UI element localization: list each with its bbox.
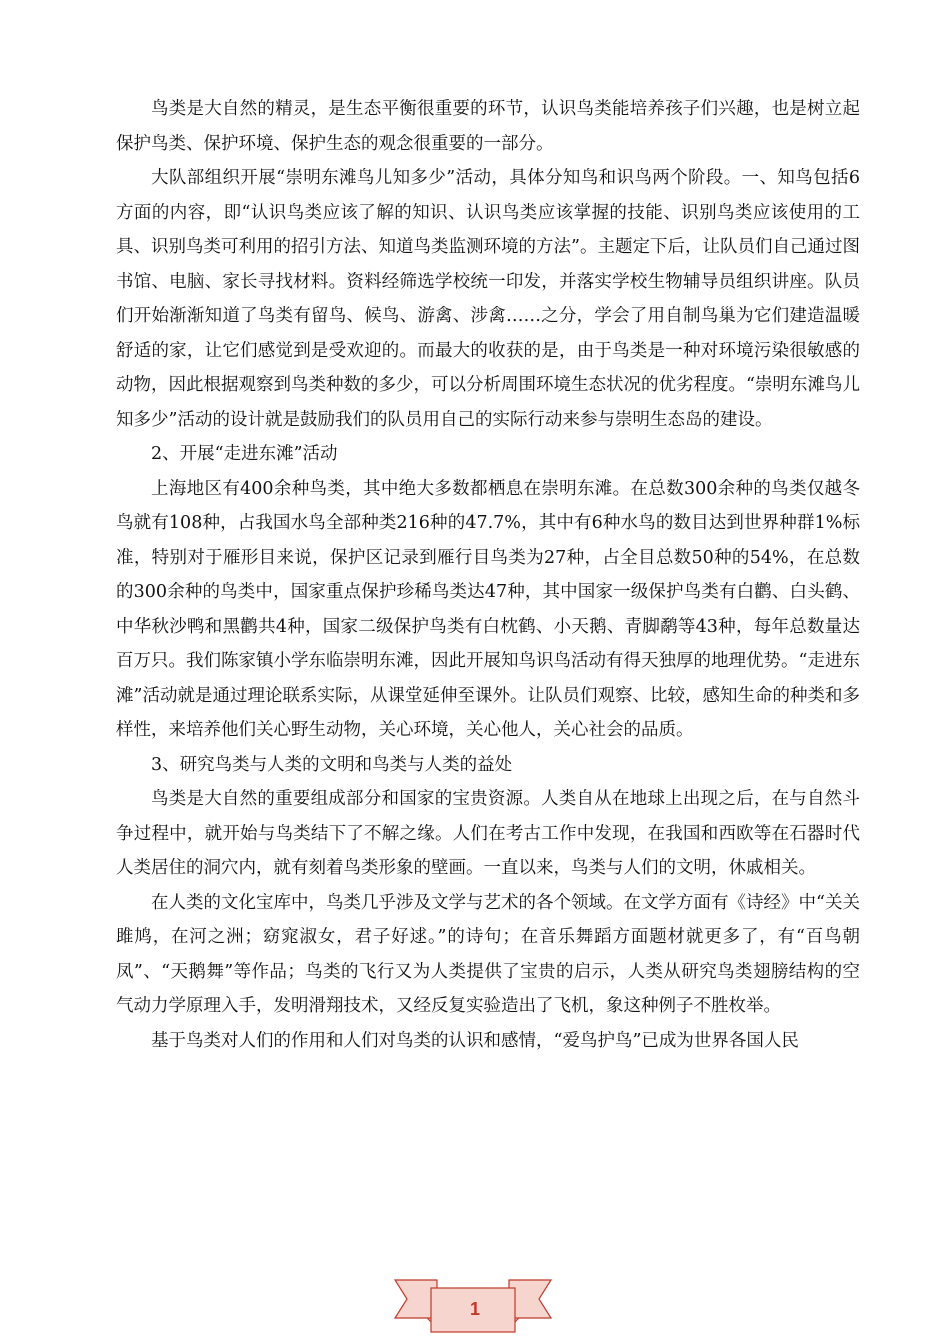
paragraph-intro: 鸟类是大自然的精灵，是生态平衡很重要的环节，认识鸟类能培养孩子们兴趣，也是树立起保护鸟类、保护环境、保护生态的观念很重要的一部分。 <box>116 99 860 154</box>
paragraph-birds-in-culture: 在人类的文化宝库中，鸟类几乎涉及文学与艺术的各个领域。在文学方面有《诗经》中“关关雎鸠，在河之洲；窈窕淑女，君子好逑。”的诗句；在音乐舞蹈方面题材就更多了，有“百鸟朝凤”、“天鹅舞”等作品；鸟类的飞行又为人类提供了宝贵的启示，人类从研究鸟类翅膀结构的空气动力学原理入手，发明滑翔技术，又经反复实验造出了飞机，象这种例子不胜枚举。 <box>116 892 860 1016</box>
section-heading-2: 2、开展“走进东滩”活动 <box>151 444 338 464</box>
page-number: 1 <box>469 1299 480 1319</box>
paragraph-dongtan-birds: 上海地区有400余种鸟类，其中绝大多数都栖息在崇明东滩。在总数300余种的鸟类仅越冬鸟就有108种，占我国水鸟全部种类216种的47.7%，其中有6种水鸟的数目达到世界种群1%标准，特别对于雁形目来说，保护区记录到雁行目鸟类为27种，占全目总数50种的54%，在总数的300余种的鸟类中，国家重点保护珍稀鸟类达47种，其中国家一级保护鸟类有白鹳、白头鹤、中华秋沙鸭和黑鹳共4种，国家二级保护鸟类有白枕鹤、小天鹅、青脚鹬等43种，每年总数量达百万只。我们陈家镇小学东临崇明东滩，因此开展知鸟识鸟活动有得天独厚的地理优势。“走进东滩”活动就是通过理论联系实际，从课堂延伸至课外。让队员们观察、比较，感知生命的种类和多样性，来培养他们关心野生动物，关心环境，关心他人，关心社会的品质。 <box>116 478 860 740</box>
paragraph-love-birds: 基于鸟类对人们的作用和人们对鸟类的认识和感情，“爱鸟护鸟”已成为世界各国人民 <box>151 1030 799 1051</box>
paragraph-birds-and-civilization: 鸟类是大自然的重要组成部分和国家的宝贵资源。人类自从在地球上出现之后，在与自然斗争过程中，就开始与鸟类结下了不解之缘。人们在考古工作中发现，在我国和西欧等在石器时代人类居住的洞穴内，就有刻着鸟类形象的壁画。一直以来，鸟类与人们的文明，休戚相关。 <box>116 789 860 878</box>
section-heading-3: 3、研究鸟类与人类的文明和鸟类与人类的益处 <box>151 754 513 775</box>
page-footer <box>0 1268 950 1344</box>
paragraph-activity-overview: 大队部组织开展“崇明东滩鸟儿知多少”活动，具体分知鸟和识鸟两个阶段。一、知鸟包括6方面的内容，即“认识鸟类应该了解的知识、认识鸟类应该掌握的技能、识别鸟类应该使用的工具、识别鸟类可利用的招引方法、知道鸟类监测环境的方法”。主题定下后，让队员们自己通过图书馆、电脑、家长寻找材料。资料经筛选学校统一印发，并落实学校生物辅导员组织讲座。队员们开始渐渐知道了鸟类有留鸟、候鸟、游禽、涉禽……之分，学会了用自制鸟巢为它们建造温暖舒适的家，让它们感觉到是受欢迎的。而最大的收获的是，由于鸟类是一种对环境污染很敏感的动物，因此根据观察到鸟类种数的多少，可以分析周围环境生态状况的优劣程度。“崇明东滩鸟儿知多少”活动的设计就是鼓励我们的队员用自己的实际行动来参与崇明生态岛的建设。 <box>116 168 860 430</box>
document-body <box>116 92 860 1058</box>
